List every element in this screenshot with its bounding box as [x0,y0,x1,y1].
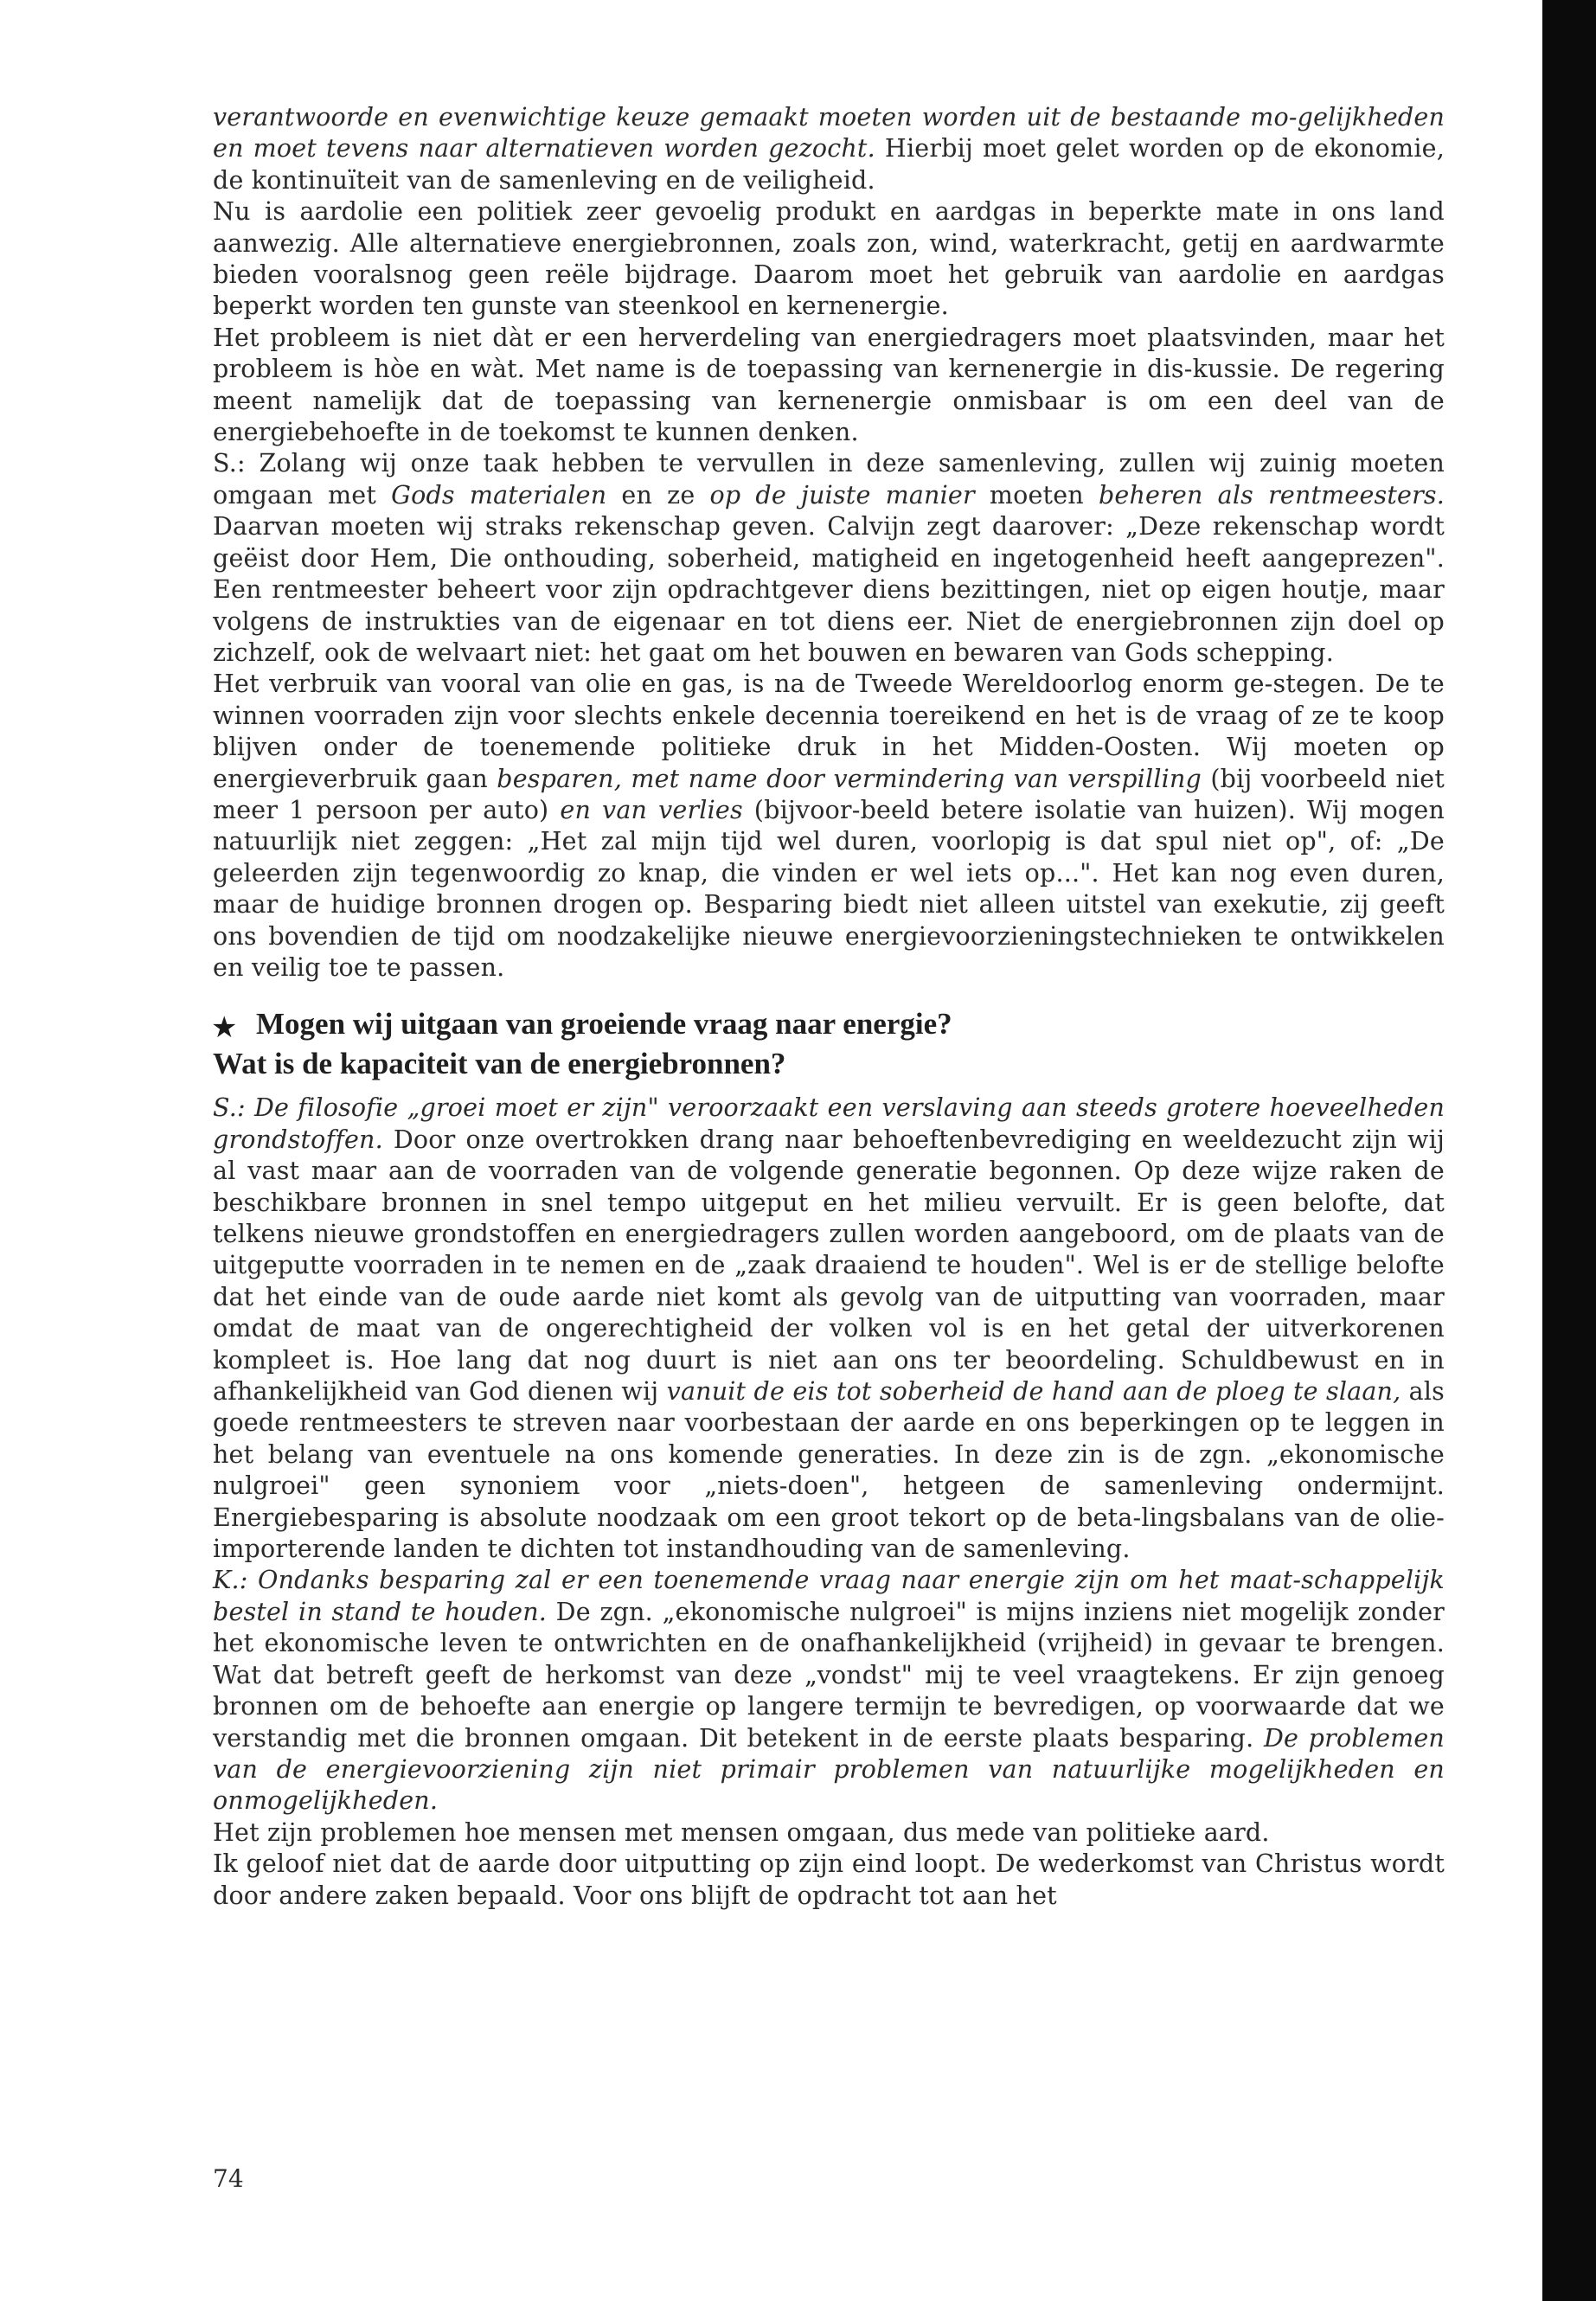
heading-line-2: Wat is de kapaciteit van de energiebronnen? [213,1047,786,1081]
p6-italic-d: vanuit de eis tot soberheid de hand aan de ploeg te slaan, [666,1377,1401,1407]
p6-text-c: Door onze overtrokken drang naar behoeftenbevrediging en weeldezucht zijn wij al vast maar aan de voorraden van de volgende generatie begonnen. Op deze wijze raken de beschikbare bronnen in snel tempo uitgeput en het milieu vervuilt. Er is geen belofte, dat telkens nieuwe grondstoffen en energiedragers zullen worden aangeboord, om de plaats van de uitgeputte voorraden in te nemen en de „zaak draaiend te houden". Wel is er de stellige belofte dat het einde van de oude aarde niet komt als gevolg van de uitputting van voorraden, maar omdat de maat van de ongerechtigheid der volken vol is en het getal der uitverkorenen kompleet is. Hoe lang dat nog duurt is niet aan ons ter beoordeling. Schuldbewust en in afhankelijkheid van God dienen wij [213,1125,1445,1407]
paragraph-6 [213,1093,1445,1565]
p5-italic-d: en van verlies [560,795,743,824]
section-heading [213,1004,1445,1084]
paragraph-1-text: Hierbij moet gelet worden op de ekonomie, de kontinuïteit van de samenleving en de veiligheid. [213,134,1445,195]
p7-italic-b: Ondanks besparing zal er een toenemende vraag naar energie zijn om het maat-schappelijk bestel in stand te houden. [213,1566,1445,1626]
paragraph-1 [213,102,1445,196]
paragraph-5 [213,669,1445,984]
p6-italic-b: De filosofie „groei moet er zijn" veroorzaakt een verslaving aan steeds grotere hoeveelheden grondstoffen. [213,1093,1445,1154]
p4-italic-d: op de juiste manier [709,480,975,510]
paragraph-3: Het probleem is niet dàt er een herverdeling van energiedragers moet plaatsvinden, maar het probleem is hòe en wàt. Met name is de toepassing van kernenergie in dis-kussie. De regering meent namelijk dat de toepassing van kernenergie onmisbaar is om een deel van de energiebehoefte in de toekomst te kunnen denken. [213,323,1445,447]
p6-text-e: als goede rentmeesters te streven naar voorbestaan der aarde en ons beperkingen op te leggen in het belang van eventuele na ons komende generaties. In deze zin is de zgn. „ekonomische nulgroei" geen synoniem voor „niets-doen", hetgeen de samenleving ondermijnt. Energiebesparing is absolute noodzaak om een groot tekort op de beta-lingsbalans van de olie-importerende landen te dichten tot instandhouding van de samenleving. [213,1377,1445,1564]
p5-text-a: Het verbruik van vooral van olie en gas, is na de Tweede Wereldoorlog enorm ge-stegen. De te winnen voorraden zijn voor slechts enkele decennia toereikend en het is de vraag of ze te koop blijven onder de toenemende politieke druk in het Midden-Oosten. Wij moeten op energieverbruik gaan [213,670,1445,793]
p7-text-c: De zgn. „ekonomische nulgroei" is mijns inziens niet mogelijk zonder het ekonomische leven te ontwrichten en de onafhankelijkheid (vrijheid) in gevaar te brengen. Wat dat betreft geeft de herkomst van deze „vondst" mij te veel vraagtekens. Er zijn genoeg bronnen om de behoefte aan energie op langere termijn te bevredigen, op voorwaarde dat we verstandig met die bronnen omgaan. Dit betekent in de eerste plaats besparing. [213,1597,1445,1753]
p4-text-e: moeten [974,480,1099,510]
p4-text-c: en ze [606,480,710,510]
star-icon: ★ [211,1010,238,1046]
p4-italic-f: beheren als rentmeesters. [1098,480,1445,510]
paragraph-1-italic: verantwoorde en evenwichtige keuze gemaakt moeten worden uit de bestaande mo-gelijkheden en moet tevens naar alternatieven worden gezocht. [213,103,1445,163]
p4-text-a: S.: Zolang wij onze taak hebben te vervullen in deze samenleving, zullen wij zuinig moeten omgaan met [213,449,1445,510]
paragraph-8: Het zijn problemen hoe mensen met mensen omgaan, dus mede van politieke aard. [213,1817,1270,1847]
p5-italic-b: besparen, met name door vermindering van verspilling [497,764,1202,793]
p4-italic-b: Gods materialen [391,480,607,510]
p7-speaker: K.: [213,1566,259,1595]
p5-text-e: (bijvoor-beeld betere isolatie van huizen). Wij mogen natuurlijk niet zeggen: „Het zal mijn tijd wel duren, voorlopig is dat spul niet op", of: „De geleerden zijn tegenwoordig zo knap, die vinden er wel iets op...". Het kan nog even duren, maar de huidige bronnen drogen op. Besparing biedt niet alleen uitstel van exekutie, zij geeft ons bovendien de tijd om noodzakelijke nieuwe energievoorzieningstechnieken te ontwikkelen en veilig toe te passen. [213,795,1445,982]
heading-line-1: Mogen wij uitgaan van groeiende vraag naar energie? [256,1007,952,1042]
p7-italic-d: De problemen van de energievoorziening zijn niet primair problemen van natuurlijke mogelijkheden en onmogelijkheden. [213,1723,1445,1816]
p6-speaker: S.: [213,1093,254,1123]
scan-edge-bar [1542,0,1596,2301]
paragraph-7 [213,1565,1445,1817]
p4-text-g: Daarvan moeten wij straks rekenschap geven. Calvijn zegt daarover: „Deze rekenschap wordt geëist door Hem, Die onthouding, soberheid, matigheid en ingetogenheid heeft aangeprezen". Een rentmeester beheert voor zijn opdrachtgever diens bezittingen, niet op eigen houtje, maar volgens de instrukties van de eigenaar en tot diens eer. Niet de energiebronnen zijn doel op zichzelf, ook de welvaart niet: het gaat om het bouwen en bewaren van Gods schepping. [213,512,1445,667]
page-body [213,102,1445,1912]
p5-text-c: (bij voorbeeld niet meer 1 persoon per auto) [213,764,1445,824]
paragraph-9: Ik geloof niet dat de aarde door uitputting op zijn eind loopt. De wederkomst van Christus wordt door andere zaken bepaald. Voor ons blijft de opdracht tot aan het [213,1849,1445,1910]
paragraph-4 [213,448,1445,669]
page-number: 74 [213,2164,244,2193]
paragraph-2: Nu is aardolie een politiek zeer gevoelig produkt en aardgas in beperkte mate in ons land aanwezig. Alle alternatieve energiebronnen, zoals zon, wind, waterkracht, getij en aardwarmte bieden vooralsnog geen reële bijdrage. Daarom moet het gebruik van aardolie en aardgas beperkt worden ten gunste van steenkool en kernenergie. [213,197,1445,321]
